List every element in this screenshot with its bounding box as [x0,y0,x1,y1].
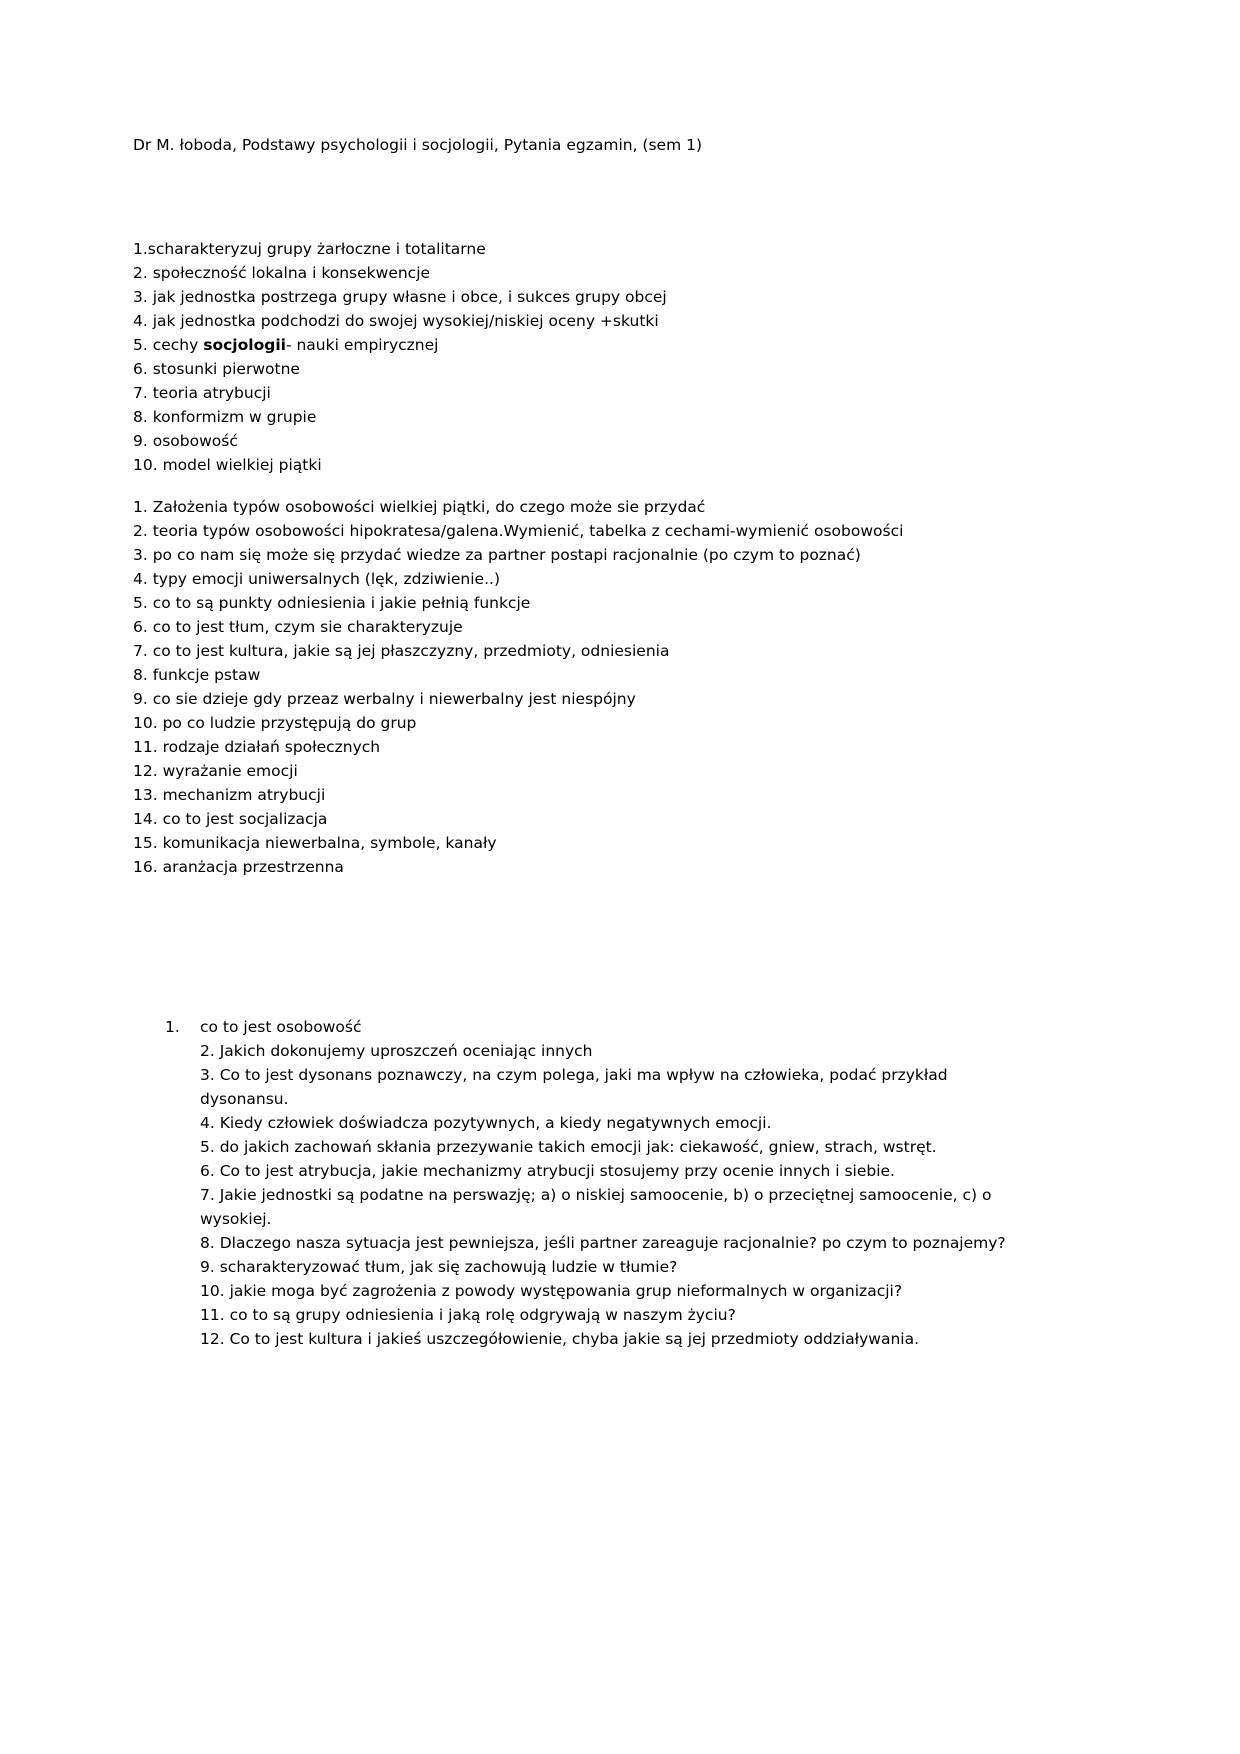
question-item: 9. osobowość [133,432,238,450]
question-item [133,333,1110,357]
question-item: 14. co to jest socjalizacja [133,810,328,828]
question-item: 7. teoria atrybucji [133,384,271,402]
question-item-text: co to jest osobowość [200,1018,362,1036]
question-item: 2. społeczność lokalna i konsekwencje [133,264,431,282]
question-item: 16. aranżacja przestrzenna [133,858,344,876]
question-item: 10. po co ludzie przystępują do grup [133,714,417,732]
question-item: 10. jakie moga być zagrożenia z powody występowania grup nieformalnych w organizacji? [200,1282,903,1300]
question-item: 3. Co to jest dysonans poznawczy, na czym polega, jaki ma wpływ na człowieka, podać przykład dysonansu. [200,1066,948,1108]
question-item: 6. stosunki pierwotne [133,360,300,378]
question-item: 12. wyrażanie emocji [133,762,298,780]
question-item: 6. co to jest tłum, czym sie charakteryzuje [133,618,463,636]
question-item: 3. jak jednostka postrzega grupy własne i obce, i sukces grupy obcej [133,288,667,306]
question-item: 5. co to są punkty odniesienia i jakie pełnią funkcje [133,594,531,612]
question-item: 2. teoria typów osobowości hipokratesa/galena.Wymienić, tabelka z cechami-wymienić osobowości [133,522,904,540]
question-item [165,1015,1025,1039]
question-item: 7. co to jest kultura, jakie są jej płaszczyzny, przedmioty, odniesienia [133,642,670,660]
question-item: 11. co to są grupy odniesienia i jaką rolę odgrywają w naszym życiu? [200,1306,736,1324]
question-item: 13. mechanizm atrybucji [133,786,326,804]
question-list-1 [133,237,1110,477]
question-item: 2. Jakich dokonujemy uproszczeń oceniając innych [200,1042,593,1060]
question-item: 9. scharakteryzować tłum, jak się zachowują ludzie w tłumie? [200,1258,678,1276]
question-item: 1. Założenia typów osobowości wielkiej piątki, do czego może sie przydać [133,498,706,516]
question-item-text: 5. cechy [133,336,204,354]
question-item: 4. jak jednostka podchodzi do swojej wysokiej/niskiej oceny +skutki [133,312,659,330]
question-item-bold-text: socjologii [203,336,286,354]
question-list-3 [165,1015,1025,1351]
question-item: 7. Jakie jednostki są podatne na perswazję; a) o niskiej samoocenie, b) o przeciętnej samoocenie, c) o wysokiej. [200,1186,992,1228]
question-item-text: - nauki empirycznej [285,336,439,354]
document-title: Dr M. łoboda, Podstawy psychologii i socjologii, Pytania egzamin, (sem 1) [133,136,703,154]
question-item: 12. Co to jest kultura i jakieś uszczegółowienie, chyba jakie są jej przedmioty oddziaływania. [200,1330,919,1348]
list-number: 1. [165,1018,180,1036]
question-item: 3. po co nam się może się przydać wiedze za partner postapi racjonalnie (po czym to poznać) [133,546,861,564]
question-item: 8. funkcje pstaw [133,666,261,684]
question-item: 11. rodzaje działań społecznych [133,738,381,756]
question-item: 4. Kiedy człowiek doświadcza pozytywnych, a kiedy negatywnych emocji. [200,1114,772,1132]
question-item: 8. konformizm w grupie [133,408,317,426]
question-item: 15. komunikacja niewerbalna, symbole, kanały [133,834,497,852]
question-item: 5. do jakich zachowań skłania przezywanie takich emocji jak: ciekawość, gniew, strach, wstręt. [200,1138,937,1156]
question-item: 1.scharakteryzuj grupy żarłoczne i totalitarne [133,240,486,258]
question-item: 4. typy emocji uniwersalnych (lęk, zdziwienie..) [133,570,500,588]
question-item: 10. model wielkiej piątki [133,456,322,474]
question-item: 6. Co to jest atrybucja, jakie mechanizmy atrybucji stosujemy przy ocenie innych i siebie. [200,1162,895,1180]
question-item: 9. co sie dzieje gdy przeaz werbalny i niewerbalny jest niespójny [133,690,636,708]
question-list-2 [133,495,1110,879]
question-item: 8. Dlaczego nasza sytuacja jest pewniejsza, jeśli partner zareaguje racjonalnie? po czym to poznajemy? [200,1234,1006,1252]
